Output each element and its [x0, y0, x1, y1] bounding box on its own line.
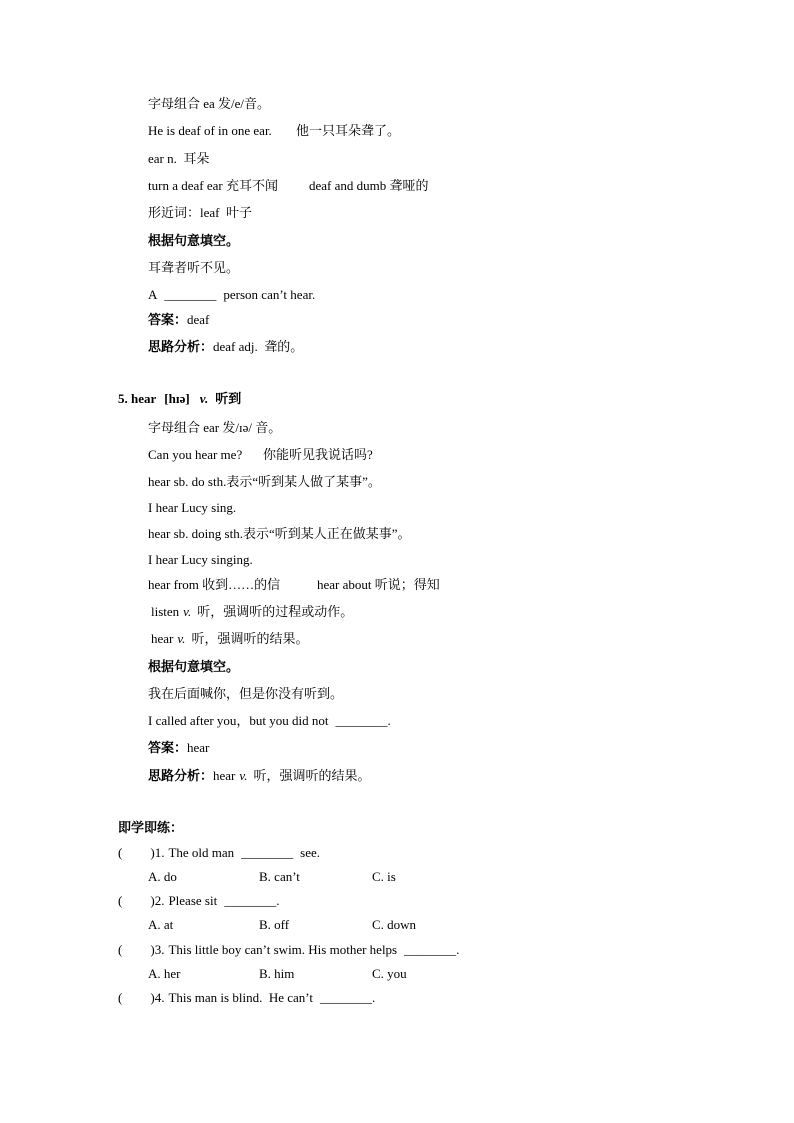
question-number: 2.	[154, 893, 165, 908]
hear-example	[148, 446, 468, 464]
deaf-answer-label: 答案：	[148, 312, 188, 327]
hear-phrase-2: hear about 听说；得知	[317, 577, 440, 592]
deaf-answer	[148, 311, 209, 329]
hear-analysis-word: hear	[213, 768, 236, 783]
question-number: 1.	[154, 845, 165, 860]
question-blank: ________	[319, 990, 372, 1005]
deaf-exercise-prefix: A	[148, 287, 158, 302]
hear-example-zh: 你能听见我说话吗?	[263, 447, 373, 462]
answer-paren-open: (	[118, 942, 123, 957]
hear-exercise-heading-text: 根据句意填空。	[148, 659, 240, 674]
deaf-example-en: He is deaf of in one ear.	[148, 123, 272, 138]
question-blank: ________	[404, 942, 457, 957]
deaf-exercise-zh	[148, 259, 239, 277]
hear-usage-1	[148, 473, 381, 491]
question-stem-after: .	[371, 990, 376, 1005]
option-a: A. at	[148, 917, 174, 932]
deaf-pronunciation-text: 字母组合 ea 发/e/音。	[148, 96, 271, 111]
option-c: C. is	[372, 869, 396, 884]
answer-paren-close: )	[150, 845, 155, 860]
hear-answer	[148, 739, 209, 757]
question-stem-before: Please sit	[168, 893, 218, 908]
hear-heading-word: 5. hear	[118, 391, 157, 406]
question-stem-after: .	[456, 942, 460, 957]
option-b: B. him	[259, 966, 295, 981]
hear-usage-1-example	[148, 499, 236, 517]
hear-usage-2-example	[148, 551, 253, 569]
practice-options-2	[148, 916, 448, 934]
question-stem-before: The old man	[168, 845, 235, 860]
deaf-phrases	[148, 177, 548, 195]
deaf-similar-word-text: 形近词：leaf 叶子	[148, 205, 252, 220]
hear-answer-label: 答案：	[148, 740, 188, 755]
deaf-example	[148, 122, 548, 140]
answer-paren-close: )	[150, 893, 155, 908]
question-stem-before: This man is blind. He can’t	[168, 990, 313, 1005]
hear-phrase-1: hear from 收到……的信	[148, 577, 281, 592]
hear-compare-listen	[151, 603, 353, 621]
practice-heading-text: 即学即练：	[118, 820, 184, 835]
practice-options-3	[148, 965, 448, 983]
option-c: C. you	[372, 966, 407, 981]
question-number: 3.	[154, 942, 165, 957]
hear-compare-2-pos: v.	[177, 631, 186, 646]
hear-compare-1-pos: v.	[183, 604, 192, 619]
hear-exercise-zh-text: 我在后面喊你，但是你没有听到。	[148, 686, 344, 701]
deaf-related-word	[148, 150, 209, 168]
deaf-phrase-1: turn a deaf ear 充耳不闻	[148, 178, 278, 193]
answer-paren-close: )	[150, 942, 155, 957]
option-a: A. do	[148, 869, 177, 884]
deaf-analysis-text: deaf adj. 聋的。	[213, 339, 304, 354]
practice-question-2	[118, 892, 279, 910]
deaf-exercise-blank: ________	[164, 287, 217, 302]
practice-question-3	[118, 941, 459, 959]
answer-paren-open: (	[118, 845, 123, 860]
deaf-answer-value: deaf	[187, 312, 210, 327]
hear-compare-2-word: hear	[151, 631, 174, 646]
hear-exercise-en: I called after you，but you did not	[148, 713, 329, 728]
practice-heading	[118, 819, 183, 837]
option-b: B. can’t	[259, 869, 300, 884]
hear-exercise-zh	[148, 685, 343, 703]
hear-analysis	[148, 767, 370, 785]
hear-analysis-label: 思路分析：	[148, 768, 214, 783]
hear-usage-2-example-text: I hear Lucy singing.	[148, 552, 253, 567]
option-c: C. down	[372, 917, 417, 932]
deaf-analysis	[148, 338, 303, 356]
deaf-analysis-label: 思路分析：	[148, 339, 214, 354]
hear-usage-2	[148, 525, 411, 543]
hear-pronunciation	[148, 419, 281, 437]
answer-paren-close: )	[150, 990, 155, 1005]
question-number: 4.	[154, 990, 165, 1005]
hear-usage-2-text: hear sb. doing sth.表示“听到某人正在做某事”。	[148, 526, 411, 541]
hear-usage-1-text: hear sb. do sth.表示“听到某人做了某事”。	[148, 474, 381, 489]
hear-compare-2-text: 听，强调听的结果。	[191, 631, 309, 646]
hear-example-en: Can you hear me?	[148, 447, 243, 462]
question-blank: ________	[241, 845, 294, 860]
deaf-phrase-2: deaf and dumb 聋哑的	[309, 178, 429, 193]
hear-exercise-end: .	[387, 713, 391, 728]
practice-options-1	[148, 868, 448, 886]
deaf-exercise-heading-text: 根据句意填空。	[148, 233, 240, 248]
hear-compare-1-word: listen	[151, 604, 180, 619]
question-blank: ________	[224, 893, 277, 908]
deaf-pronunciation	[148, 95, 270, 113]
option-a: A. her	[148, 966, 181, 981]
deaf-similar-word	[148, 204, 252, 222]
hear-answer-value: hear	[187, 740, 210, 755]
hear-pronunciation-text: 字母组合 ear 发/ɪə/ 音。	[148, 420, 282, 435]
hear-usage-1-example-text: I hear Lucy sing.	[148, 500, 237, 515]
hear-exercise-blank: ________	[335, 713, 388, 728]
hear-heading-pos: v.	[199, 391, 209, 406]
deaf-exercise-heading	[148, 232, 239, 250]
deaf-exercise-zh-text: 耳聋者听不见。	[148, 260, 240, 275]
hear-exercise-heading	[148, 658, 239, 676]
hear-heading-phonetic: [hɪə]	[164, 391, 190, 406]
deaf-exercise-suffix: person can’t hear.	[223, 287, 316, 302]
hear-analysis-pos: v.	[239, 768, 248, 783]
answer-paren-open: (	[118, 990, 123, 1005]
deaf-example-zh: 他一只耳朵聋了。	[296, 123, 401, 138]
question-stem-after: see.	[300, 845, 321, 860]
hear-phrases	[148, 576, 468, 594]
hear-compare-hear	[151, 630, 308, 648]
hear-compare-1-text: 听，强调听的过程或动作。	[197, 604, 354, 619]
hear-heading	[118, 390, 241, 408]
answer-paren-open: (	[118, 893, 123, 908]
practice-question-4	[118, 989, 375, 1007]
practice-question-1	[118, 844, 320, 862]
hear-exercise-sentence	[148, 712, 391, 730]
deaf-related-word-text: ear n. 耳朵	[148, 151, 210, 166]
hear-analysis-text: 听，强调听的结果。	[253, 768, 371, 783]
deaf-exercise-sentence	[148, 286, 315, 304]
option-b: B. off	[259, 917, 290, 932]
question-stem-after: .	[276, 893, 280, 908]
question-stem-before: This little boy can’t swim. His mother helps	[168, 942, 398, 957]
hear-heading-meaning: 听到	[215, 391, 242, 406]
